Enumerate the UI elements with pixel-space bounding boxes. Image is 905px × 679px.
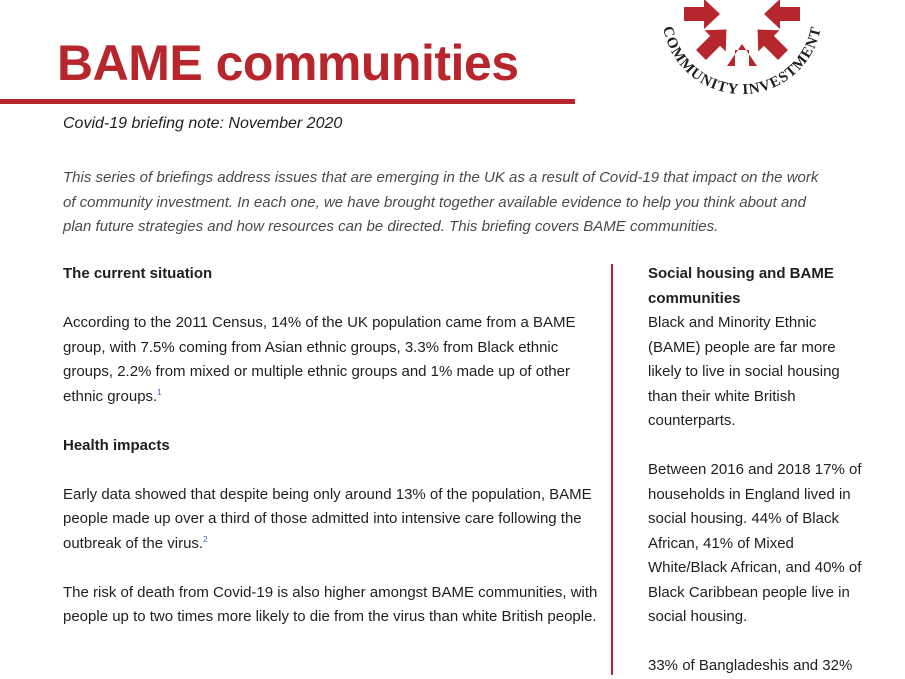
sidebar-heading: Social housing and BAME communities — [648, 265, 834, 307]
sidebar-paragraph-3: 33% of Bangladeshis and 32% — [648, 657, 853, 674]
briefing-subtitle: Covid-19 briefing note: November 2020 — [63, 115, 343, 132]
page-title: BAME communities — [57, 35, 519, 91]
arrows-emblem-icon — [684, 0, 800, 66]
sidebar-paragraph-1: Black and Minority Ethnic (BAME) people are far more likely to live in social housing than their white British counterparts. — [648, 314, 840, 429]
svg-text:COMMUNITY INVESTMENT — [659, 25, 825, 98]
paragraph-risk-of-death: The risk of death from Covid-19 is also higher amongst BAME communities, with people up to two times more likely to die from the virus than white British people. — [63, 583, 598, 625]
section-heading-current-situation: The current situation — [63, 265, 213, 282]
section-heading-health-impacts: Health impacts — [63, 436, 170, 454]
sidebar-column — [648, 262, 863, 679]
main-column — [63, 262, 598, 630]
logo-bottom-text: COMMUNITY INVESTMENT — [659, 24, 825, 99]
footnote-ref-2[interactable]: 2 — [203, 534, 208, 544]
footnote-ref-1[interactable]: 1 — [157, 387, 162, 397]
paragraph-intensive-care: Early data showed that despite being only around 13% of the population, BAME people made up over a third of those admitted into intensive care following the outbreak of the virus.$^2$ — [63, 485, 592, 552]
organisation-logo — [642, 0, 842, 114]
sidebar-paragraph-2: Between 2016 and 2018 17% of households in England lived in social housing. 44% of Black African, 41% of Mixed White/Black African, and 40% of Black Caribbean people live in social housing. — [648, 461, 862, 625]
paragraph-census: According to the 2011 Census, 14% of the UK population came from a BAME group, with 7.5% coming from Asian ethnic groups, 3.3% from Black ethnic groups, 2.2% from mixed or multiple ethnic groups and 1% made up of other ethnic groups.$^1$ — [63, 314, 576, 405]
title-underline — [0, 99, 575, 104]
column-divider — [611, 264, 613, 675]
intro-paragraph: This series of briefings address issues that are emerging in the UK as a result of Covid-19 that impact on the work of community investment. In each one, we have brought together available evidence to help you think about and plan future strategies and how resources can be directed. This briefing covers BAME communities. — [63, 169, 819, 235]
